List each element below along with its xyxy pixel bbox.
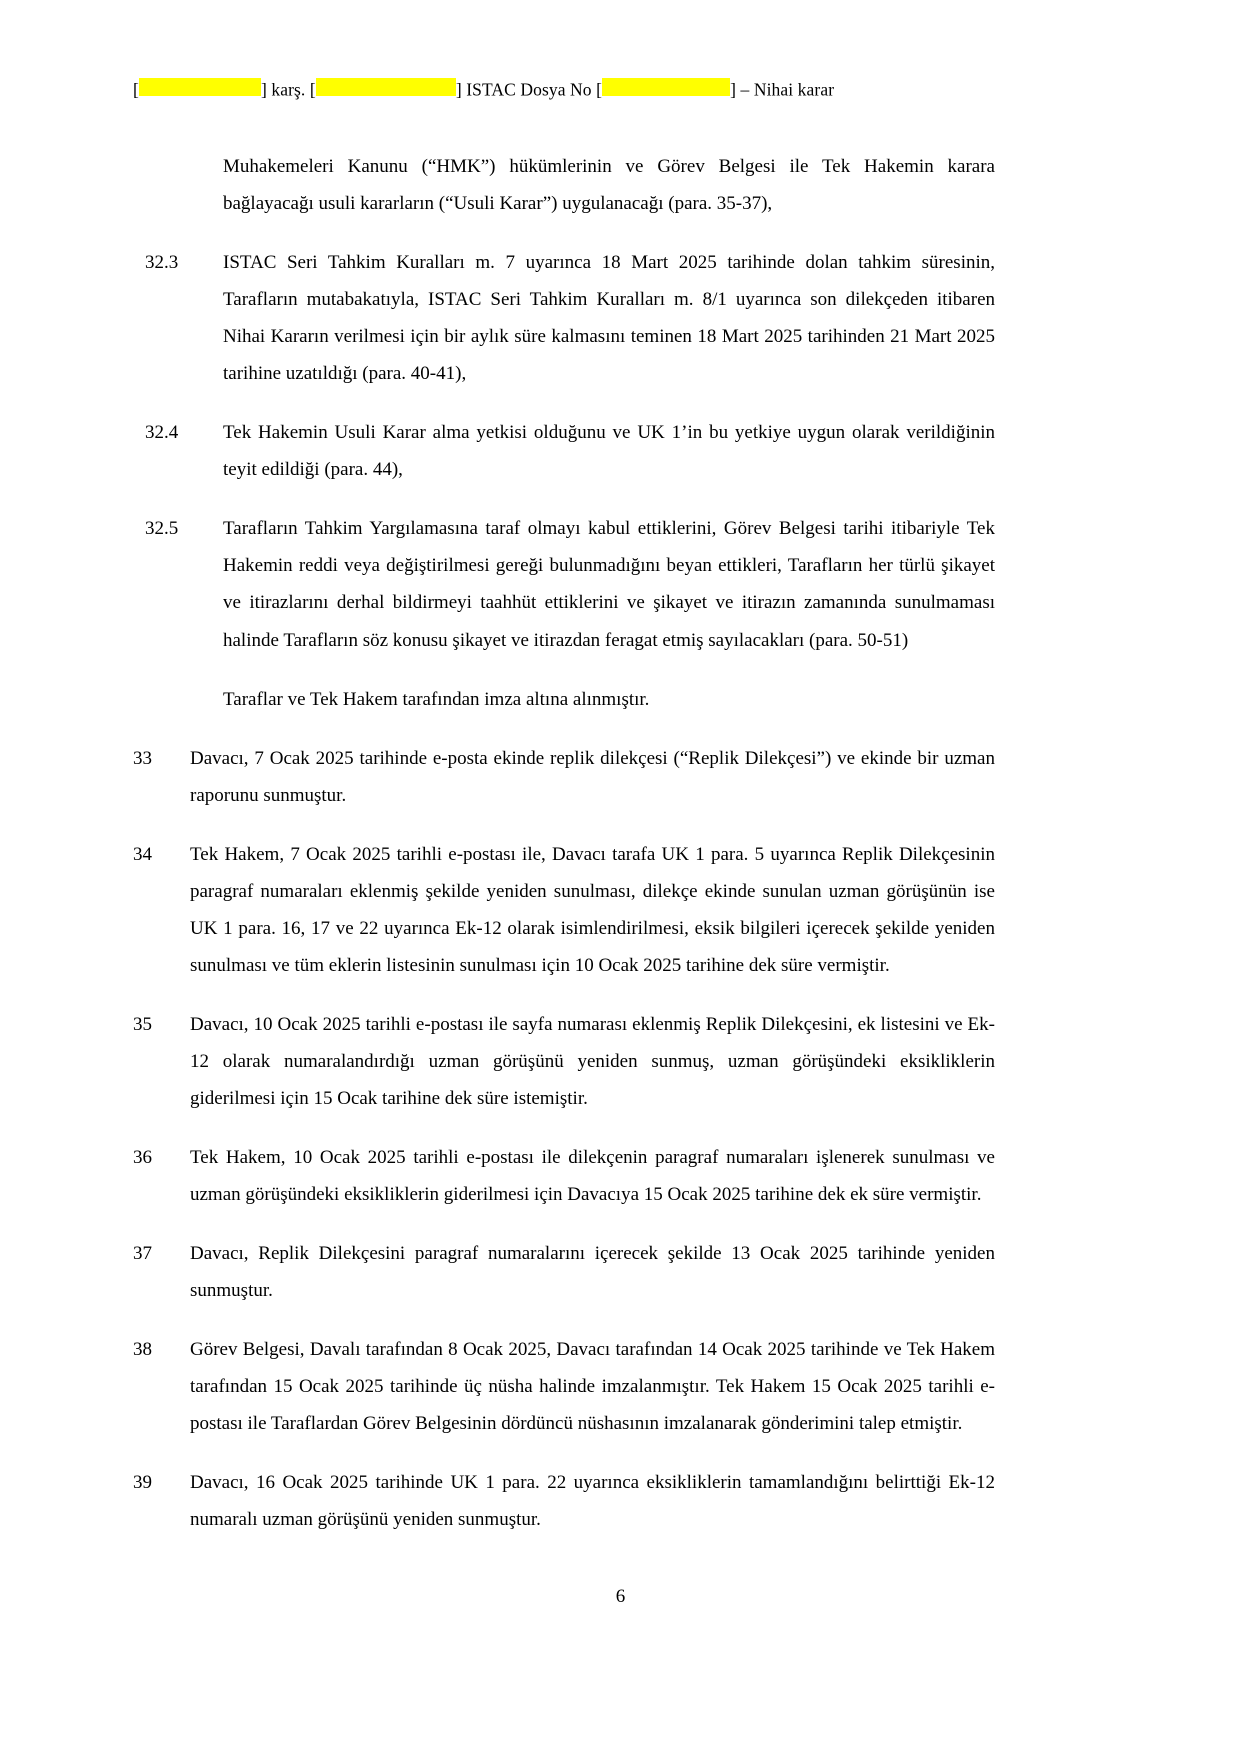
paragraph-37 — [133, 1235, 995, 1309]
paragraph-text: Davacı, 16 Ocak 2025 tarihinde UK 1 para. 22 uyarınca eksikliklerin tamamlandığını belirttiği Ek-12 numaralı uzman görüşünü yeniden sunmuştur. — [190, 1472, 995, 1531]
header-bracket-close-2: ] — [455, 79, 462, 100]
paragraph-39 — [133, 1464, 995, 1538]
paragraph-text: Tek Hakem, 7 Ocak 2025 tarihli e-postası ile, Davacı tarafa UK 1 para. 5 uyarınca Replik Dilekçesinin paragraf numaraları eklenmiş şekilde yeniden sunulması, dilekçe ekinde sunulan uzman görüşünün ise UK 1 para. 16, 17 ve 22 uyarınca Ek-12 olarak isimlendirilmesi, eksik bilgileri içerecek şekilde yeniden sunulması ve tüm eklerin listesinin sunulması için 10 Ocak 2025 tarihine dek süre vermiştir. — [190, 843, 995, 976]
sub-paragraph-number: 32.3 — [145, 252, 179, 274]
sub-paragraph-32-4 — [133, 414, 995, 488]
paragraph-text: Görev Belgesi, Davalı tarafından 8 Ocak 2025, Davacı tarafından 14 Ocak 2025 tarihinde ve Tek Hakem tarafından 15 Ocak 2025 tarihinde üç nüsha halinde imzalanmıştır. Tek Hakem 15 Ocak 2025 tarihli e-postası ile Taraflardan Görev Belgesinin dördüncü nüshasının imzalanarak gönderimini talep etmiştir. — [190, 1339, 995, 1435]
header-versus-label: karş. — [271, 79, 306, 100]
paragraph-36 — [133, 1139, 995, 1213]
header-suffix: – Nihai karar — [740, 79, 835, 100]
sub-paragraph-number: 32.4 — [145, 422, 179, 444]
paragraph-text: Davacı, 10 Ocak 2025 tarihli e-postası ile sayfa numarası eklenmiş Replik Dilekçesini, ek listesini ve Ek-12 olarak numaralandırdığı uzman görüşünü yeniden sunmuş, uzman görüşündeki eksikliklerin giderilmesi için 15 Ocak tarihine dek süre istemiştir. — [190, 1013, 995, 1109]
header-bracket-close-1: ] — [260, 79, 267, 100]
sub-paragraph-32-3 — [133, 244, 995, 392]
header-bracket-open-2: [ — [309, 79, 316, 100]
paragraph-38 — [133, 1331, 995, 1442]
paragraph-number: 33 — [133, 747, 152, 769]
header-case-label: ISTAC Dosya No — [466, 79, 592, 100]
paragraph-number: 34 — [133, 843, 152, 865]
page-number: 6 — [615, 1586, 626, 1607]
page-header — [133, 78, 1108, 101]
sub-paragraph-text: ISTAC Seri Tahkim Kuralları m. 7 uyarınca 18 Mart 2025 tarihinde dolan tahkim süresinin, Tarafların mutabakatıyla, ISTAC Seri Tahkim Kuralları m. 8/1 uyarınca son dilekçeden itibaren Nihai Kararın verilmesi için bir aylık süre kalmasını teminen 18 Mart 2025 tarihinden 21 Mart 2025 tarihine uzatıldığı (para. 40-41), — [223, 252, 995, 385]
paragraph-text: Davacı, Replik Dilekçesini paragraf numaralarını içerecek şekilde 13 Ocak 2025 tarihinde yeniden sunmuştur. — [190, 1243, 995, 1302]
paragraph-35 — [133, 1006, 995, 1117]
page-footer — [0, 1586, 1241, 1608]
header-bracket-open-1: [ — [133, 79, 139, 100]
paragraph-number: 39 — [133, 1472, 152, 1494]
paragraph-text: Tek Hakem, 10 Ocak 2025 tarihli e-postası ile dilekçenin paragraf numaraları işlenerek sunulması ve uzman görüşündeki eksikliklerin giderilmesi için Davacıya 15 Ocak 2025 tarihine dek ek süre vermiştir. — [190, 1147, 995, 1206]
document-body — [133, 148, 995, 1560]
paragraph-34 — [133, 836, 995, 984]
paragraph-number: 36 — [133, 1147, 152, 1169]
redaction-claimant — [139, 78, 261, 96]
header-bracket-close-3: ] — [730, 79, 737, 100]
paragraph-text: Davacı, 7 Ocak 2025 tarihinde e-posta ekinde replik dilekçesi (“Replik Dilekçesi”) ve ekinde bir uzman raporunu sunmuştur. — [190, 747, 995, 806]
intro-continuation-paragraph: Muhakemeleri Kanunu (“HMK”) hükümlerinin ve Görev Belgesi ile Tek Hakemin karara bağlayacağı usuli kararların (“Usuli Karar”) uygulanacağı (para. 35-37), — [223, 156, 995, 215]
sub-paragraph-text: Tarafların Tahkim Yargılamasına taraf olmayı kabul ettiklerini, Görev Belgesi tarihi itibariyle Tek Hakemin reddi veya değiştirilmesi gereği bulunmadığını beyan ettikleri, Tarafların her türlü şikayet ve itirazlarını derhal bildirmeyi taahhüt ettiklerini ve şikayet ve itirazın zamanında sunulmaması halinde Tarafların söz konusu şikayet ve itirazdan feragat etmiş sayılacakları (para. 50-51) — [223, 518, 995, 651]
header-bracket-open-3: [ — [596, 79, 603, 100]
sub-paragraph-number: 32.5 — [145, 518, 179, 540]
paragraph-number: 35 — [133, 1013, 152, 1035]
sub-paragraph-32-5 — [133, 510, 995, 658]
paragraph-number: 37 — [133, 1243, 152, 1265]
sub-paragraph-text: Tek Hakemin Usuli Karar alma yetkisi olduğunu ve UK 1’in bu yetkiye uygun olarak verildiğinin teyit edildiği (para. 44), — [223, 422, 995, 481]
paragraph-33 — [133, 740, 995, 814]
redaction-respondent — [316, 78, 456, 96]
paragraph-number: 38 — [133, 1339, 152, 1361]
redaction-case-number — [602, 78, 730, 96]
closing-note-paragraph: Taraflar ve Tek Hakem tarafından imza altına alınmıştır. — [223, 688, 650, 710]
